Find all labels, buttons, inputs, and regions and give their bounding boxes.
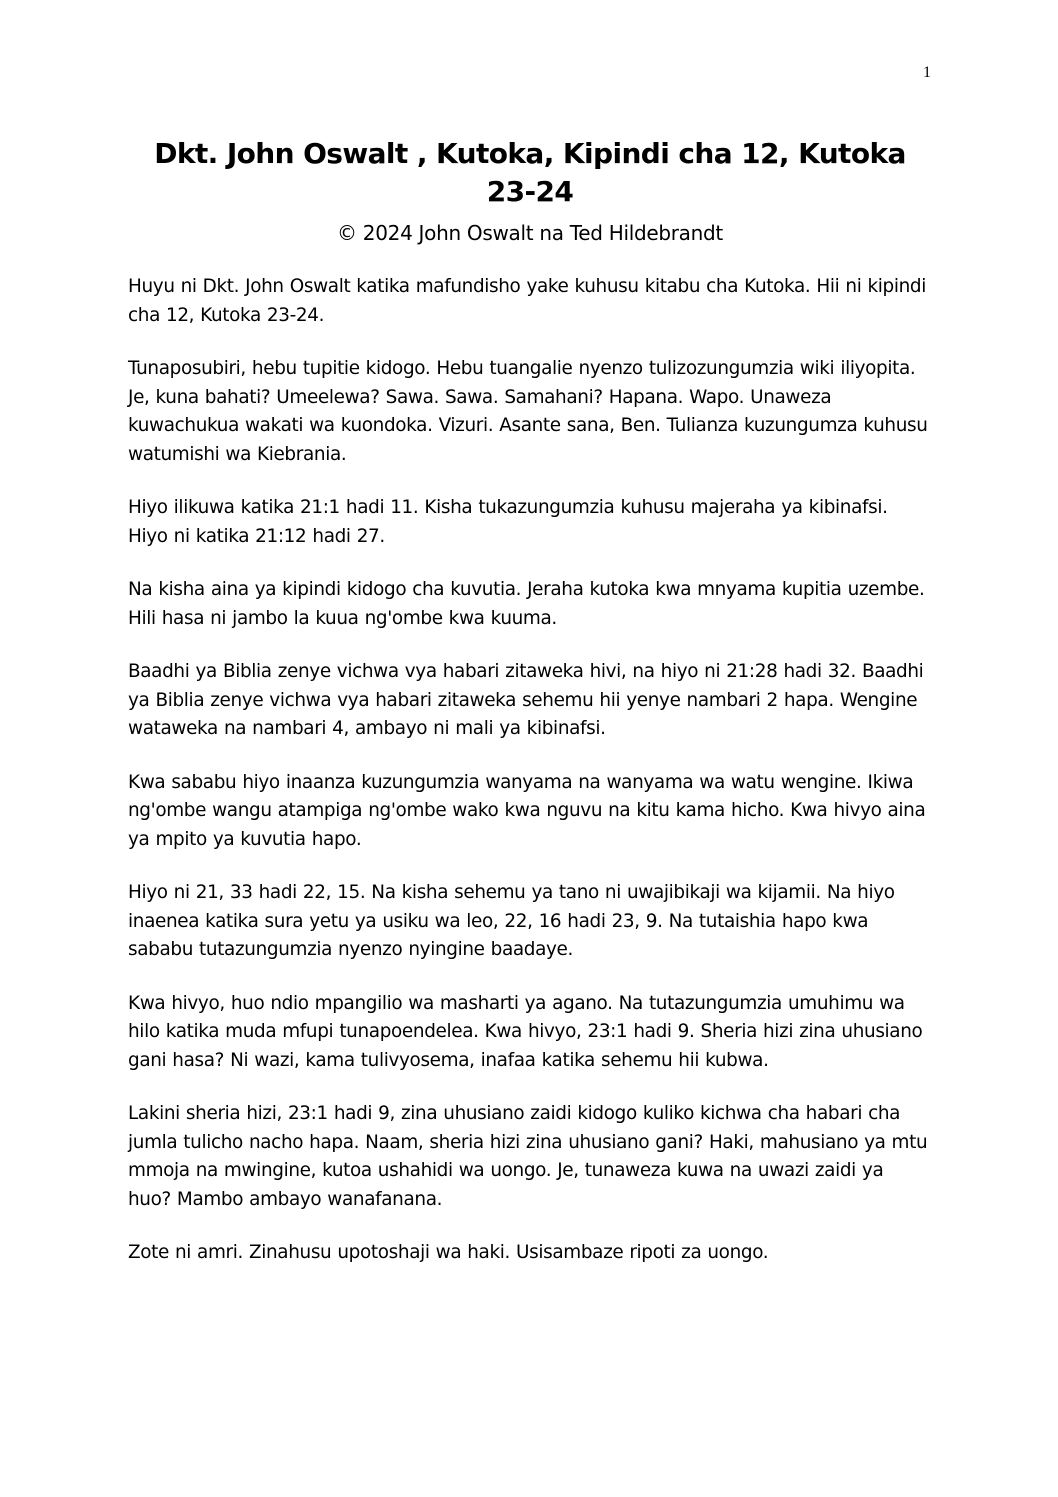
- paragraph: Hiyo ni 21, 33 hadi 22, 15. Na kisha sehemu ya tano ni uwajibikaji wa kijamii. Na hiyo inaenea katika sura yetu ya usiku wa leo, 22, 16 hadi 23, 9. Na tutaishia hapo kwa sababu tutazungumzia nyenzo nyingine baadaye.: [128, 882, 895, 960]
- paragraph: Baadhi ya Biblia zenye vichwa vya habari zitaweka hivi, na hiyo ni 21:28 hadi 32. Baadhi ya Biblia zenye vichwa vya habari zitaweka sehemu hii yenye nambari 2 hapa. Wengine wataweka na nambari 4, ambayo ni mali ya kibinafsi.: [128, 661, 924, 739]
- paragraph: Lakini sheria hizi, 23:1 hadi 9, zina uhusiano zaidi kidogo kuliko kichwa cha habari cha jumla tulicho nacho hapa. Naam, sheria hizi zina uhusiano gani? Haki, mahusiano ya mtu mmoja na mwingine, kutoa ushahidi wa uongo. Je, tunaweza kuwa na uwazi zaidi ya huo? Mambo ambayo wanafanana.: [128, 1103, 928, 1210]
- document-title: Dkt. John Oswalt , Kutoka, Kipindi cha 12, Kutoka 23-24: [154, 137, 906, 208]
- copyright-line: © 2024 John Oswalt na Ted Hildebrandt: [337, 221, 723, 245]
- paragraph: Kwa sababu hiyo inaanza kuzungumzia wanyama na wanyama wa watu wengine. Ikiwa ng'ombe wangu atampiga ng'ombe wako kwa nguvu na kitu kama hicho. Kwa hivyo aina ya mpito ya kuvutia hapo.: [128, 771, 926, 850]
- paragraph: Kwa hivyo, huo ndio mpangilio wa masharti ya agano. Na tutazungumzia umuhimu wa hilo katika muda mfupi tunapoendelea. Kwa hivyo, 23:1 hadi 9. Sheria hizi zina uhusiano gani hasa? Ni wazi, kama tulivyosema, inafaa katika sehemu hii kubwa.: [128, 992, 923, 1071]
- paragraph: Hiyo ilikuwa katika 21:1 hadi 11. Kisha tukazungumzia kuhusu majeraha ya kibinafsi. Hiyo ni katika 21:12 hadi 27.: [128, 497, 888, 547]
- body-text: [128, 273, 928, 1293]
- page-number: 1: [923, 64, 931, 81]
- paragraph: Huyu ni Dkt. John Oswalt katika mafundisho yake kuhusu kitabu cha Kutoka. Hii ni kipindi cha 12, Kutoka 23-24.: [128, 276, 926, 326]
- paragraph: Tunaposubiri, hebu tupitie kidogo. Hebu tuangalie nyenzo tulizozungumzia wiki iliyopita. Je, kuna bahati? Umeelewa? Sawa. Sawa. Samahani? Hapana. Wapo. Unaweza kuwachukua wakati wa kuondoka. Vizuri. Asante sana, Ben. Tulianza kuzungumza kuhusu watumishi wa Kiebrania.: [128, 358, 928, 465]
- paragraph: Zote ni amri. Zinahusu upotoshaji wa haki. Usisambaze ripoti za uongo.: [128, 1242, 769, 1263]
- paragraph: Na kisha aina ya kipindi kidogo cha kuvutia. Jeraha kutoka kwa mnyama kupitia uzembe. Hili hasa ni jambo la kuua ng'ombe kwa kuuma.: [128, 579, 925, 629]
